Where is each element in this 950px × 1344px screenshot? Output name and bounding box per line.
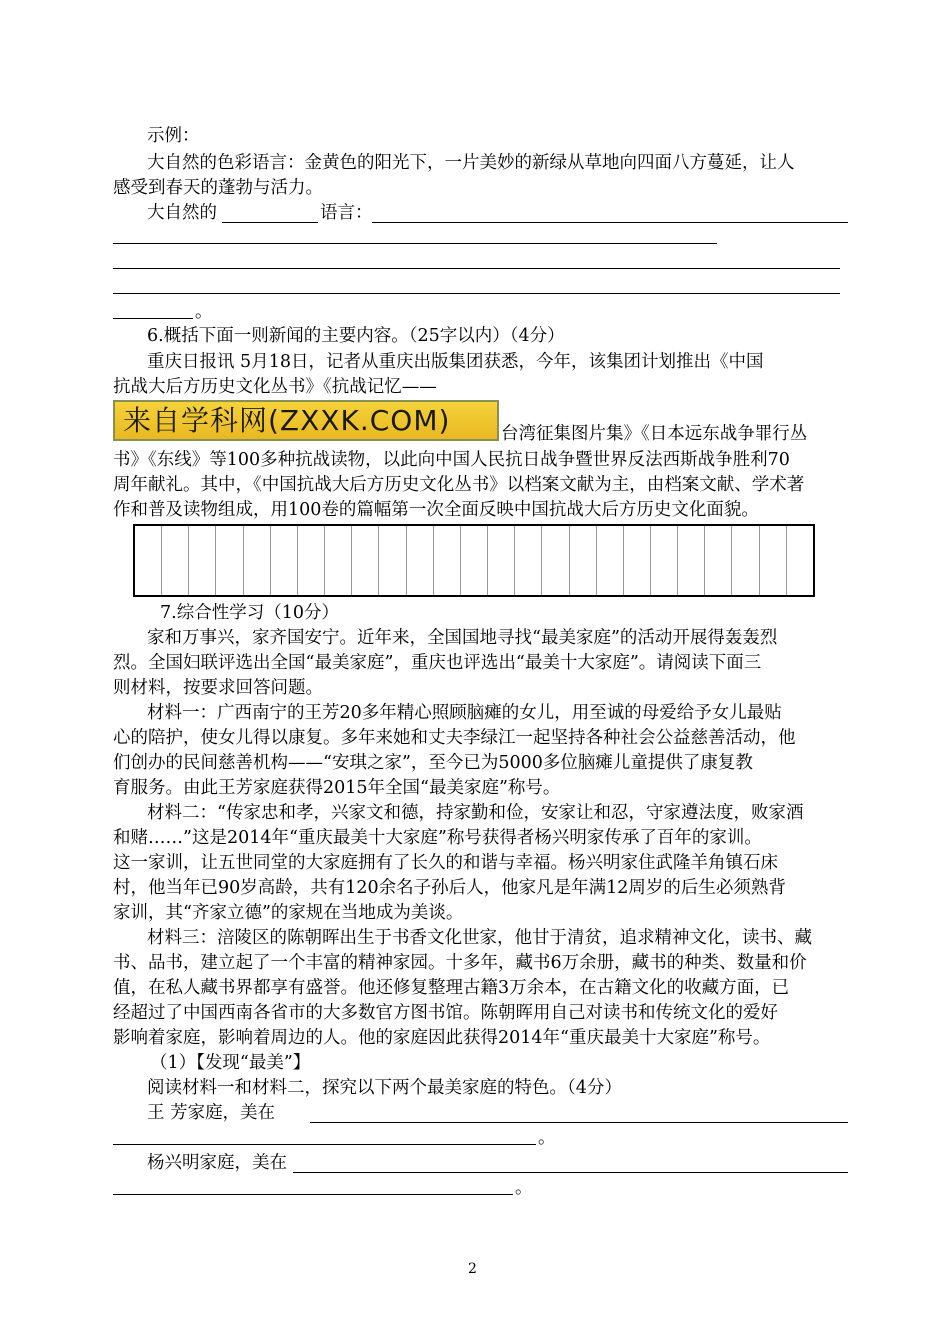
answer-cell[interactable] xyxy=(352,526,379,595)
material-2: 村，他当年已90岁高龄，共有120余名子孙后人，他家凡是年满12周岁的后生必须熟背 xyxy=(113,878,786,898)
intro-line: 家和万事兴，家齐国安宁。近年来，全国国地寻找“最美家庭”的活动开展得轰轰烈 xyxy=(147,628,778,648)
answer-cell[interactable] xyxy=(244,526,271,595)
material-2: 材料二：“传家忠和孝，兴家文和德，持家勤和俭，安家让和忍，守家遵法度，败家酒 xyxy=(147,803,804,823)
material-1: 们创办的民间慈善机构——“安琪之家”，至今已为5000多位脑瘫儿童提供了康复教 xyxy=(113,753,753,773)
news-line: 周年献礼。其中，《中国抗战大后方历史文化丛书》以档案文献为主，由档案文献、学术著 xyxy=(113,475,805,495)
answer-line[interactable] xyxy=(113,1194,513,1195)
answer-grid[interactable] xyxy=(133,524,815,597)
yang-label: 杨兴明家庭，美在 xyxy=(147,1153,287,1173)
answer-cell[interactable] xyxy=(515,526,542,595)
answer-line[interactable] xyxy=(113,318,193,319)
subquestion-1-prompt: 阅读材料一和材料二，探究以下两个最美家庭的特色。（4分） xyxy=(147,1078,622,1098)
fill-prefix: 大自然的 xyxy=(147,203,217,223)
answer-cell[interactable] xyxy=(705,526,732,595)
material-2: 家训，其“齐家立德”的家规在当地成为美谈。 xyxy=(113,903,464,923)
answer-cell[interactable] xyxy=(135,526,162,595)
material-3: 影响着家庭，影响着周边的人。他的家庭因此获得2014年“重庆最美十大家庭”称号。 xyxy=(113,1028,771,1048)
answer-cell[interactable] xyxy=(271,526,298,595)
answer-cell[interactable] xyxy=(434,526,461,595)
material-3: 书、品书，建立起了一个丰富的精神家园。十多年，藏书6万余册，藏书的种类、数量和价 xyxy=(113,953,807,973)
answer-line[interactable] xyxy=(113,1144,536,1145)
material-2: 和赌……”这是2014年“重庆最美十大家庭”称号获得者杨兴明家传承了百年的家训。 xyxy=(113,828,762,848)
answer-cell[interactable] xyxy=(461,526,488,595)
material-3: 材料三：涪陵区的陈朝晖出生于书香文化世家，他甘于清贫，追求精神文化，读书、藏 xyxy=(147,928,812,948)
question-7-title: 7.综合性学习（10分） xyxy=(160,603,339,623)
answer-cell[interactable] xyxy=(325,526,352,595)
answer-cell[interactable] xyxy=(379,526,406,595)
page-number: 2 xyxy=(468,1261,477,1277)
answer-cell[interactable] xyxy=(624,526,651,595)
answer-cell[interactable] xyxy=(542,526,569,595)
period: 。 xyxy=(538,1128,556,1148)
answer-cell[interactable] xyxy=(216,526,243,595)
answer-blank[interactable] xyxy=(372,222,848,223)
answer-cell[interactable] xyxy=(298,526,325,595)
intro-line: 则材料，按要求回答问题。 xyxy=(113,678,323,698)
answer-cell[interactable] xyxy=(570,526,597,595)
answer-line[interactable] xyxy=(113,268,840,269)
intro-line: 烈。全国妇联评选出全国“最美家庭”，重庆也评选出“最美十大家庭”。请阅读下面三 xyxy=(113,653,762,673)
news-line: 台湾征集图片集》《日本远东战争罪行丛 xyxy=(501,424,808,444)
news-line: 作和普及读物组成，用100卷的篇幅第一次全面反映中国抗战大后方历史文化面貌。 xyxy=(113,500,759,520)
material-3: 值，在私人藏书界都享有盛誉。他还修复整理古籍3万余本，在古籍文化的收藏方面，已 xyxy=(113,978,790,998)
answer-cell[interactable] xyxy=(407,526,434,595)
material-1: 材料一：广西南宁的王芳20多年精心照顾脑瘫的女儿，用至诚的母爱给予女儿最贴 xyxy=(147,703,782,723)
material-2: 这一家训，让五世同堂的大家庭拥有了长久的和谐与幸福。杨兴明家住武隆羊角镇石床 xyxy=(113,853,778,873)
answer-blank[interactable] xyxy=(310,1122,848,1123)
answer-cell[interactable] xyxy=(787,526,813,595)
answer-cell[interactable] xyxy=(162,526,189,595)
answer-line[interactable] xyxy=(113,293,840,294)
answer-cell[interactable] xyxy=(760,526,787,595)
news-line: 重庆日报讯 5月18日，记者从重庆出版集团获悉，今年，该集团计划推出《中国 xyxy=(147,352,764,372)
fill-mid: 语言： xyxy=(320,203,373,223)
watermark-logo: 来自学科网(ZXXK.COM) xyxy=(113,400,499,441)
material-1: 心的陪护，使女儿得以康复。多年来她和丈夫李绿江一起坚持各种社会公益慈善活动，他 xyxy=(113,728,796,748)
wang-label: 王 芳家庭，美在 xyxy=(147,1103,276,1123)
period: 。 xyxy=(515,1178,533,1198)
material-1: 育服务。由此王芳家庭获得2015年全国“最美家庭”称号。 xyxy=(113,778,561,798)
subquestion-1-title: （1）【发现“最美”】 xyxy=(150,1053,311,1073)
answer-blank[interactable] xyxy=(293,1172,848,1173)
answer-line[interactable] xyxy=(113,243,717,244)
news-line: 抗战大后方历史文化丛书》《抗战记忆—— xyxy=(113,377,437,397)
question-6-title: 6.概括下面一则新闻的主要内容。（25字以内）（4分） xyxy=(147,326,565,346)
answer-cell[interactable] xyxy=(597,526,624,595)
answer-cell[interactable] xyxy=(678,526,705,595)
answer-cell[interactable] xyxy=(651,526,678,595)
answer-blank[interactable] xyxy=(222,222,318,223)
answer-cell[interactable] xyxy=(488,526,515,595)
period: 。 xyxy=(195,302,213,322)
answer-cell[interactable] xyxy=(732,526,759,595)
material-3: 经超过了中国西南各省市的大多数官方图书馆。陈朝晖用自己对读书和传统文化的爱好 xyxy=(113,1003,778,1023)
news-line: 书》《东线》等100多种抗战读物，以此向中国人民抗日战争暨世界反法西斯战争胜利70 xyxy=(113,450,790,470)
example-line: 感受到春天的蓬勃与活力。 xyxy=(113,178,323,198)
example-label: 示例： xyxy=(147,126,200,146)
answer-cell[interactable] xyxy=(189,526,216,595)
example-line: 大自然的色彩语言：金黄色的阳光下，一片美妙的新绿从草地向四面八方蔓延，让人 xyxy=(147,153,795,173)
